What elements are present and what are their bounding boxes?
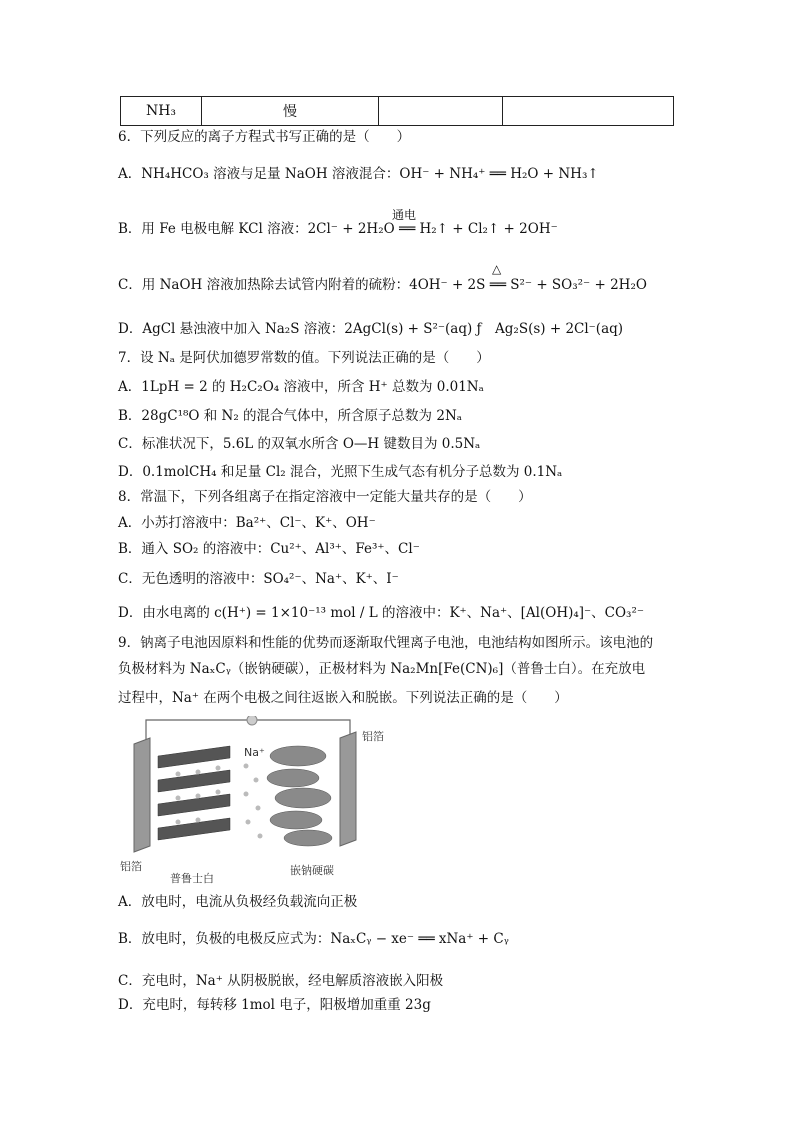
q7-option-b: B．28gC¹⁸O 和 N₂ 的混合气体中，所含原子总数为 2Nₐ [118,408,462,424]
question-8-stem: 8．常温下，下列各组离子在指定溶液中一定能大量共存的是（ ） [118,489,532,505]
hard-carbon-sheets [267,746,332,846]
q9-option-d: D．充电时，每转移 1mol 电子，阳极增加重重 23g [118,997,431,1013]
data-table [120,96,674,126]
q8-option-a: A．小苏打溶液中：Ba²⁺、Cl⁻、K⁺、OH⁻ [118,515,376,531]
battery-diagram [118,716,398,888]
q7-option-c: C．标准状况下，5.6L 的双氧水所含 O—H 键数目为 0.5Nₐ [118,436,481,452]
label-aluminum-foil-left: 铝箔 [120,860,142,873]
q7-option-a: A．1LpH = 2 的 H₂C₂O₄ 溶液中，所含 H⁺ 总数为 0.01Nₐ [118,379,484,395]
q9-option-a: A．放电时，电流从负极经负载流向正极 [118,894,358,910]
right-aluminum-foil [340,732,356,846]
q6-option-a: A．NH₄HCO₃ 溶液与足量 NaOH 溶液混合：OH⁻ + NH₄⁺ ══ H₂O + NH₃↑ [118,166,599,182]
load-icon [247,716,257,725]
question-7-stem: 7．设 Nₐ 是阿伏加德罗常数的值。下列说法正确的是（ ） [118,350,490,366]
label-prussian-white: 普鲁士白 [170,872,214,885]
label-aluminum-foil-right: 铝箔 [362,730,384,743]
q8-option-d: D．由水电离的 c(H⁺) = 1×10⁻¹³ mol / L 的溶液中：K⁺、Na⁺、[Al(OH)₄]⁻、CO₃²⁻ [118,605,645,621]
heat-condition: △ [492,262,502,276]
table-row [121,97,674,126]
label-hard-carbon: 嵌钠硬碳 [290,864,334,877]
table-cell [503,97,674,126]
question-9-stem-line3: 过程中，Na⁺ 在两个电极之间往返嵌入和脱嵌。下列说法正确的是（ ） [118,690,568,706]
electrolysis-condition: 通电 [392,208,417,222]
question-6-stem: 6．下列反应的离子方程式书写正确的是（ ） [118,129,411,145]
table-cell: 慢 [202,97,379,126]
question-9-stem-line2: 负极材料为 NaₓCᵧ（嵌钠硬碳），正极材料为 Na₂Mn[Fe(CN)₆]（普鲁士白）。在充放电 [118,661,646,677]
q6-option-b: B．用 Fe 电极电解 KCl 溶液：2Cl⁻ + 2H₂O ══ H₂↑ + Cl₂↑ + 2OH⁻ [118,221,558,237]
q9-option-b: B．放电时，负极的电极反应式为：NaₓCᵧ − xe⁻ ══ xNa⁺ + Cᵧ [118,931,509,947]
q8-option-b: B．通入 SO₂ 的溶液中：Cu²⁺、Al³⁺、Fe³⁺、Cl⁻ [118,541,420,557]
left-aluminum-foil [134,738,150,852]
q8-option-c: C．无色透明的溶液中：SO₄²⁻、Na⁺、K⁺、I⁻ [118,571,399,587]
table-cell: NH₃ [121,97,202,126]
label-sodium-ion: Na⁺ [244,746,265,759]
q9-option-c: C．充电时，Na⁺ 从阴极脱嵌，经电解质溶液嵌入阳极 [118,973,444,989]
q6-option-c: C．用 NaOH 溶液加热除去试管内附着的硫粉：4OH⁻ + 2S ══ S²⁻ + SO₃²⁻ + 2H₂O [118,277,647,293]
question-9-stem-line1: 9．钠离子电池因原料和性能的优势而逐渐取代锂离子电池，电池结构如图所示。该电池的 [118,635,654,651]
table-cell [379,97,503,126]
q7-option-d: D．0.1molCH₄ 和足量 Cl₂ 混合，光照下生成气态有机分子总数为 0.1Nₐ [118,464,563,480]
q6-option-d: D．AgCl 悬浊液中加入 Na₂S 溶液：2AgCl(s) + S²⁻(aq) ƒ Ag₂S(s) + 2Cl⁻(aq) [118,321,624,337]
